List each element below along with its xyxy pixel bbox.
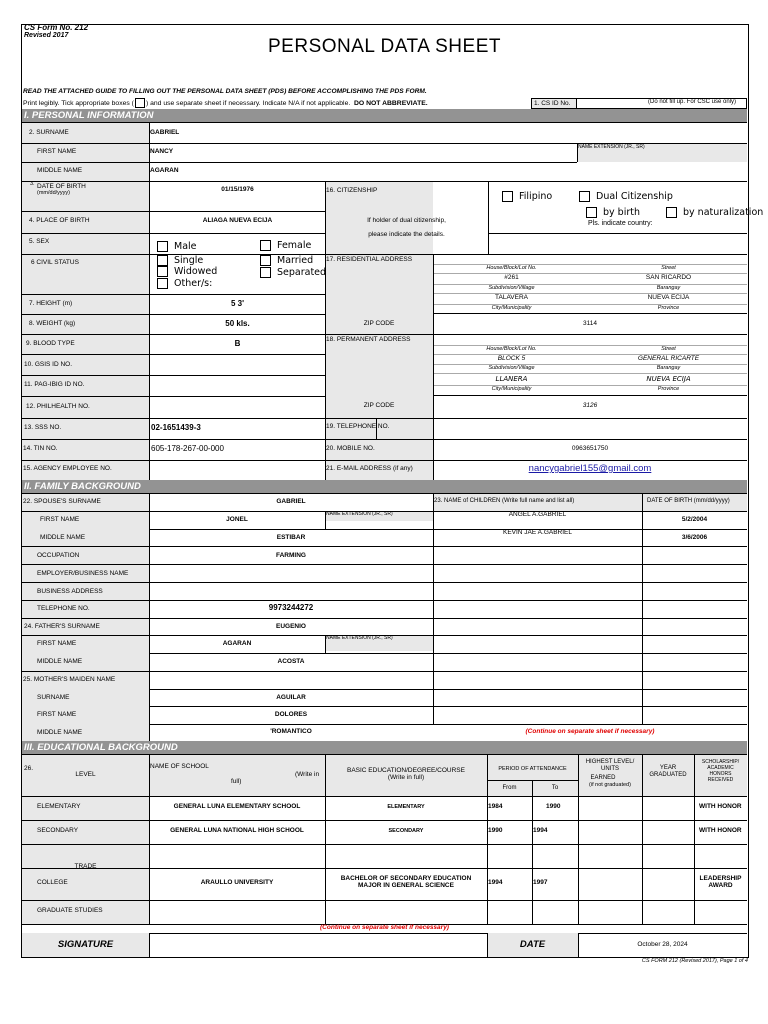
from-header: From xyxy=(502,785,517,791)
edu-number: 26. xyxy=(24,765,34,772)
highest-header-d: (if not graduated) xyxy=(589,782,631,788)
res-city-value: TALAVERA xyxy=(495,294,528,301)
perm-zip-value: 3126 xyxy=(582,402,598,409)
spouse-middle-value: ESTIBAR xyxy=(276,534,306,541)
permanent-address-label: 18. PERMANENT ADDRESS xyxy=(326,336,411,343)
citizenship-filipino-option[interactable]: Filipino xyxy=(502,191,552,202)
csid-label: 1. CS ID No. xyxy=(531,98,577,109)
edu-row-secondary-honors: WITH HONOR xyxy=(699,827,742,834)
dob-label: DATE OF BIRTH xyxy=(37,183,86,190)
blood-type-label: 9. BLOOD TYPE xyxy=(26,340,75,347)
dob-number: 3. xyxy=(30,181,35,187)
edu-row-college-course-b: MAJOR IN GENERAL SCIENCE xyxy=(358,882,454,889)
mother-middle-value: 'ROMANTICO xyxy=(270,728,312,735)
civil-married-option[interactable]: Married xyxy=(260,255,313,265)
civil-status-label: 6 CIVIL STATUS xyxy=(31,259,79,266)
family-continue-note: (Continue on separate sheet if necessary) xyxy=(525,728,655,735)
children-dob-label: DATE OF BIRTH (mm/dd/yyyy) xyxy=(647,498,730,504)
tin-value: 605-178-267-00-000 xyxy=(151,444,224,453)
by-naturalization-option[interactable]: by naturalization xyxy=(666,207,763,218)
sample-checkbox xyxy=(135,98,145,108)
res-subdiv-caption: Subdivision/Village xyxy=(488,285,535,291)
male-checkbox[interactable] xyxy=(157,241,168,252)
philhealth-label: 12. PHILHEALTH NO. xyxy=(26,403,90,410)
edu-row-college-honors-a: LEADERSHIP xyxy=(699,875,742,882)
tin-label: 14. TIN NO. xyxy=(23,445,58,452)
perm-city-value: LLANERA xyxy=(495,375,528,383)
citizenship-dual-option[interactable]: Dual Citizenship xyxy=(579,191,673,202)
pob-value: ALIAGA NUEVA ECIJA xyxy=(202,217,273,224)
res-province-value: NUEVA ECIJA xyxy=(647,294,690,301)
by-naturalization-checkbox[interactable] xyxy=(666,207,677,218)
edu-row-college-level: COLLEGE xyxy=(37,879,68,886)
school-header-a: NAME OF SCHOOL xyxy=(150,763,209,770)
highest-header-c: EARNED xyxy=(590,775,616,781)
edu-row-graduate-level: GRADUATE STUDIES xyxy=(37,907,103,914)
perm-brgy-caption: Barangay xyxy=(656,365,681,371)
res-province-caption: Province xyxy=(657,305,680,311)
father-name-ext-label: NAME EXTENSION (JR., SR) xyxy=(326,635,393,641)
res-zip-label: ZIP CODE xyxy=(363,320,395,327)
sex-male-option[interactable]: Male xyxy=(157,241,197,252)
first-name-value: NANCY xyxy=(150,148,174,155)
perm-city-caption: City/Municipality xyxy=(491,386,532,392)
edu-row-secondary-from: 1990 xyxy=(488,827,503,834)
agency-employee-label: 15. AGENCY EMPLOYEE NO. xyxy=(23,465,112,472)
occupation-label: OCCUPATION xyxy=(37,552,80,559)
sex-female-option[interactable]: Female xyxy=(260,240,311,251)
res-street-caption: Street xyxy=(661,265,676,271)
civil-status-options xyxy=(150,255,325,293)
edu-row-college-school: ARAULLO UNIVERSITY xyxy=(200,879,274,886)
civil-single-option[interactable]: Single xyxy=(157,255,203,265)
children-label: 23. NAME of CHILDREN (Write full name and list all) xyxy=(434,498,575,504)
civil-others-option[interactable]: Other/s: xyxy=(157,278,212,289)
weight-value: 50 kls. xyxy=(225,319,250,328)
father-first-value: AGARAN xyxy=(222,640,252,647)
spouse-telephone-label: TELEPHONE NO. xyxy=(37,605,90,612)
print-note: Print legibly. Tick appropriate boxes ( ) and use separate sheet if necessary. Indicate N/A if not applicable. DO NOT ABBREVIATE. xyxy=(23,99,428,107)
indicate-country-label: Pls. indicate country: xyxy=(588,220,653,227)
female-checkbox[interactable] xyxy=(260,240,271,251)
spouse-first-label: FIRST NAME xyxy=(40,516,80,523)
sss-label: 13. SSS NO. xyxy=(24,424,62,431)
separated-checkbox[interactable] xyxy=(260,267,271,278)
father-middle-label: MIDDLE NAME xyxy=(37,658,83,665)
edu-row-trade-partial xyxy=(22,860,149,868)
child-1-dob: 5/2/2004 xyxy=(681,516,708,523)
edu-row-secondary-level: SECONDARY xyxy=(37,827,79,834)
single-checkbox[interactable] xyxy=(157,255,168,266)
civil-separated-option[interactable]: Separated xyxy=(260,267,326,279)
pagibig-label: 11. PAG-IBIG ID NO. xyxy=(24,381,85,388)
edu-row-secondary-course: SECONDARY xyxy=(388,828,424,834)
res-brgy-caption: Barangay xyxy=(656,285,681,291)
signature-field[interactable] xyxy=(150,934,486,956)
edu-row-elementary-to: 1990 xyxy=(546,803,561,810)
honors-header-c: HONORS xyxy=(709,771,732,777)
spouse-name-ext-label: NAME EXTENSION (JR., SR) xyxy=(326,511,393,517)
honors-header-d: RECEIVED xyxy=(707,777,734,783)
dob-value: 01/15/1976 xyxy=(221,186,254,193)
level-header: LEVEL xyxy=(75,771,96,778)
perm-subdiv-caption: Subdivision/Village xyxy=(488,365,535,371)
sss-value: 02-1651439-3 xyxy=(151,423,201,432)
child-2-dob: 3/6/2006 xyxy=(681,534,708,541)
telephone-label: 19. TELEPHONE NO. xyxy=(326,423,390,430)
business-address-label: BUSINESS ADDRESS xyxy=(37,588,103,595)
married-checkbox[interactable] xyxy=(260,255,271,266)
res-street-value: SAN RICARDO xyxy=(645,274,692,281)
perm-street-value: GENERAL RICARTE xyxy=(637,355,700,362)
course-header-b: (Write in full) xyxy=(387,774,425,781)
email-link[interactable]: nancygabriel155@gmail.com xyxy=(528,463,652,474)
dob-format: (mm/dd/yyyy) xyxy=(37,190,70,196)
filipino-checkbox[interactable] xyxy=(502,191,513,202)
date-label: DATE xyxy=(519,939,546,950)
section-personal-information: I. PERSONAL INFORMATION xyxy=(22,109,747,123)
honors-header-b: ACADEMIC xyxy=(707,765,734,771)
father-middle-value: ACOSTA xyxy=(277,658,305,665)
sex-label: 5. SEX xyxy=(29,238,50,245)
mobile-value: 0963651750 xyxy=(571,445,609,452)
father-surname-label: 24. FATHER'S SURNAME xyxy=(24,623,100,630)
others-checkbox[interactable] xyxy=(157,278,168,289)
surname-value: GABRIEL xyxy=(150,129,180,136)
email-label: 21. E-MAIL ADDRESS (if any) xyxy=(326,465,413,472)
perm-province-value: NUEVA ECIJA xyxy=(646,375,691,383)
perm-house-value: BLOCK 5 xyxy=(497,355,526,362)
employer-label: EMPLOYER/BUSINESS NAME xyxy=(37,570,129,577)
pds-sheet xyxy=(21,23,764,958)
by-birth-option[interactable]: by birth xyxy=(586,207,640,218)
highest-header-a: HIGHEST LEVEL/ xyxy=(585,759,635,765)
weight-label: 8. WEIGHT (kg) xyxy=(29,320,76,327)
section-family-background: II. FAMILY BACKGROUND xyxy=(22,480,747,494)
school-header-b: (Write in xyxy=(295,771,320,778)
page-footer-note: CS FORM 212 (Revised 2017), Page 1 of 4 xyxy=(641,958,748,964)
citizenship-note-2: please indicate the details. xyxy=(368,231,445,238)
edu-row-college-from: 1994 xyxy=(488,879,503,886)
year-header-a: YEAR xyxy=(659,765,677,771)
father-surname-value: EUGENIO xyxy=(276,623,306,630)
mother-maiden-label: 25. MOTHER'S MAIDEN NAME xyxy=(23,676,116,683)
citizenship-label: 16. CITIZENSHIP xyxy=(326,187,378,194)
perm-street-caption: Street xyxy=(661,346,676,352)
signature-label: SIGNATURE xyxy=(57,939,114,950)
child-1-name: ANGEL A.GABRIEL xyxy=(508,511,567,518)
spouse-surname-value: GABRIEL xyxy=(276,498,306,505)
spouse-first-value: JONEL xyxy=(226,516,248,523)
spouse-middle-label: MIDDLE NAME xyxy=(40,534,86,541)
edu-row-secondary-school: GENERAL LUNA NATIONAL HIGH SCHOOL xyxy=(170,827,304,834)
mother-first-value: DOLORES xyxy=(274,711,308,718)
edu-row-elementary-school: GENERAL LUNA ELEMENTARY SCHOOL xyxy=(173,803,301,810)
date-value: October 28, 2024 xyxy=(637,941,688,948)
edu-row-elementary-from: 1984 xyxy=(488,803,503,810)
child-2-name: KEVIN JAE A.GABRIEL xyxy=(503,529,572,536)
highest-header-b: UNITS xyxy=(601,766,619,772)
perm-zip-label: ZIP CODE xyxy=(363,402,395,409)
edu-row-elementary-course: ELEMENTARY xyxy=(387,804,425,810)
page-title: PERSONAL DATA SHEET xyxy=(268,36,501,57)
blood-type-value: B xyxy=(234,339,241,348)
edu-row-elementary-honors: WITH HONOR xyxy=(699,803,742,810)
gsis-label: 10. GSIS ID NO. xyxy=(24,361,73,368)
res-house-value: #261 xyxy=(504,274,519,281)
height-label: 7. HEIGHT (m) xyxy=(29,300,73,307)
pob-label: 4. PLACE OF BIRTH xyxy=(29,217,90,224)
mobile-label: 20. MOBILE NO. xyxy=(326,445,375,452)
height-value: 5 3' xyxy=(230,299,245,308)
form-number: CS Form No. 212 xyxy=(24,23,89,32)
spouse-telephone-value: 9973244272 xyxy=(268,603,314,612)
edu-row-college-to: 1997 xyxy=(533,879,548,886)
dual-details xyxy=(578,206,764,227)
surname-label: 2. SURNAME xyxy=(29,129,69,136)
edu-row-elementary-level: ELEMENTARY xyxy=(37,803,81,810)
honors-header-a: SCHOLARSHIP/ xyxy=(701,759,740,765)
mother-surname-label: SURNAME xyxy=(37,694,70,701)
perm-province-caption: Province xyxy=(657,386,680,392)
by-birth-checkbox[interactable] xyxy=(586,207,597,218)
section-educational-background: III. EDUCATIONAL BACKGROUND xyxy=(22,741,747,755)
education-continue-note: (Continue on separate sheet if necessary) xyxy=(320,924,449,931)
csid-note: (Do not fill up. For CSC use only) xyxy=(648,99,737,105)
instruction-text: READ THE ATTACHED GUIDE TO FILLING OUT THE PERSONAL DATA SHEET (PDS) BEFORE ACCOMPLISHING THE PDS FORM. xyxy=(23,88,427,95)
edu-row-secondary-to: 1994 xyxy=(533,827,548,834)
trade-label: TRADE xyxy=(74,863,97,870)
first-name-label: FIRST NAME xyxy=(37,148,77,155)
spouse-surname-label: 22. SPOUSE'S SURNAME xyxy=(23,498,101,505)
name-extension-label: NAME EXTENSION (JR., SR) xyxy=(578,144,645,150)
to-header: To xyxy=(551,785,559,791)
course-header-a: BASIC EDUCATION/DEGREE/COURSE xyxy=(347,767,465,774)
citizenship-note-1: If holder of dual citizenship, xyxy=(367,217,446,224)
year-header-b: GRADUATED xyxy=(649,772,687,778)
mother-first-label: FIRST NAME xyxy=(37,711,77,718)
period-header: PERIOD OF ATTENDANCE xyxy=(498,766,567,772)
res-house-caption: House/Block/Lot No. xyxy=(486,265,537,271)
occupation-value: FARMING xyxy=(276,552,306,559)
residential-address-label: 17. RESIDENTIAL ADDRESS xyxy=(326,256,413,263)
perm-house-caption: House/Block/Lot No. xyxy=(486,346,537,352)
edu-row-college-honors-b: AWARD xyxy=(708,882,733,889)
mother-middle-label: MIDDLE NAME xyxy=(37,729,83,736)
dual-checkbox[interactable] xyxy=(579,191,590,202)
widowed-checkbox[interactable] xyxy=(157,266,168,277)
revised-label: Revised 2017 xyxy=(24,32,69,39)
father-first-label: FIRST NAME xyxy=(37,640,77,647)
middle-name-label: MIDDLE NAME xyxy=(37,167,83,174)
middle-name-value: AGARAN xyxy=(150,167,179,174)
mother-surname-value: AGUILAR xyxy=(276,694,306,701)
res-zip-value: 3114 xyxy=(583,320,597,327)
school-header-c: full) xyxy=(231,778,242,785)
edu-row-college-course-a: BACHELOR OF SECONDARY EDUCATION xyxy=(340,875,472,882)
civil-widowed-option[interactable]: Widowed xyxy=(157,266,217,273)
res-city-caption: City/Municipality xyxy=(491,305,532,311)
